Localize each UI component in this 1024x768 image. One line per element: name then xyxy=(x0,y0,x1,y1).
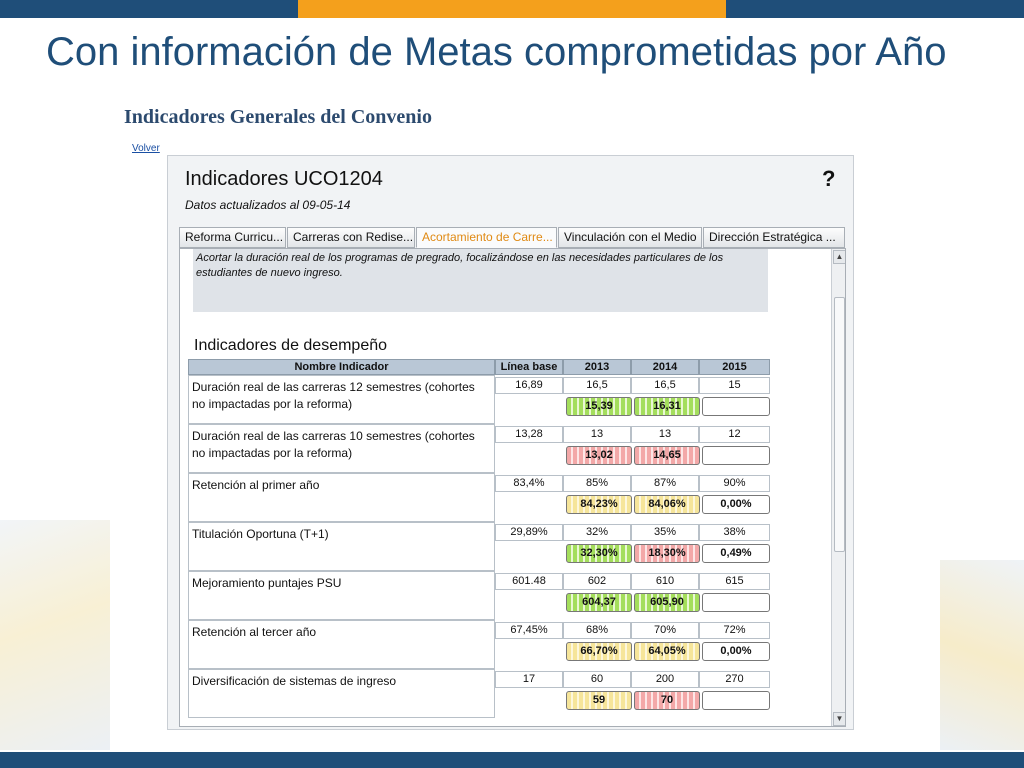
table-row xyxy=(188,571,770,620)
actual-value: 15,39 xyxy=(566,397,632,416)
actual-value: 16,31 xyxy=(634,397,700,416)
baseline-value: 16,89 xyxy=(495,377,563,394)
tab-acortamiento-carreras[interactable]: Acortamiento de Carre... xyxy=(416,227,557,248)
indicator-name: Retención al tercer año xyxy=(188,620,495,669)
goal-value: 68% xyxy=(563,622,631,639)
tab-reforma-curricular[interactable]: Reforma Curricu... xyxy=(179,227,286,248)
indicator-name: Mejoramiento puntajes PSU xyxy=(188,571,495,620)
actual-value: 604,37 xyxy=(566,593,632,612)
baseline-value: 67,45% xyxy=(495,622,563,639)
goal-value: 72% xyxy=(699,622,770,639)
table-row xyxy=(188,473,770,522)
actual-value: 0,49% xyxy=(702,544,770,563)
actual-value: 32,30% xyxy=(566,544,632,563)
goal-value: 602 xyxy=(563,573,631,590)
indicators-panel xyxy=(167,155,854,730)
tab-direccion-estrategica[interactable]: Dirección Estratégica ... xyxy=(703,227,845,248)
actual-value: 0,00% xyxy=(702,495,770,514)
background-flag-left xyxy=(0,520,110,750)
goal-value: 16,5 xyxy=(563,377,631,394)
actual-value: 18,30% xyxy=(634,544,700,563)
actual-value: 84,23% xyxy=(566,495,632,514)
goal-value: 16,5 xyxy=(631,377,699,394)
actual-value: 59 xyxy=(566,691,632,710)
goal-value: 38% xyxy=(699,524,770,541)
goal-value: 610 xyxy=(631,573,699,590)
objective-description: Acortar la duración real de los programas de pregrado, focalizándose en las necesidades particulares de los estudiantes de nuevo ingreso. xyxy=(193,249,768,312)
goal-value: 70% xyxy=(631,622,699,639)
actual-value xyxy=(702,397,770,416)
goal-value: 270 xyxy=(699,671,770,688)
back-link[interactable]: Volver xyxy=(132,143,160,154)
table-row xyxy=(188,375,770,424)
scroll-thumb[interactable] xyxy=(834,297,845,552)
goal-value: 13 xyxy=(563,426,631,443)
tab-carreras-redisenadas[interactable]: Carreras con Redise... xyxy=(287,227,415,248)
goal-value: 13 xyxy=(631,426,699,443)
goal-value: 200 xyxy=(631,671,699,688)
table-row xyxy=(188,669,770,718)
goal-value: 35% xyxy=(631,524,699,541)
header-2014: 2014 xyxy=(631,359,699,375)
help-icon[interactable]: ? xyxy=(822,166,836,191)
actual-value: 66,70% xyxy=(566,642,632,661)
baseline-value: 13,28 xyxy=(495,426,563,443)
baseline-value: 17 xyxy=(495,671,563,688)
actual-value: 0,00% xyxy=(702,642,770,661)
baseline-value: 83,4% xyxy=(495,475,563,492)
goal-value: 15 xyxy=(699,377,770,394)
slide-title: Con información de Metas comprometidas por Año xyxy=(46,30,947,74)
actual-value: 605,90 xyxy=(634,593,700,612)
scroll-up-icon[interactable]: ▲ xyxy=(833,250,846,264)
scroll-down-icon[interactable]: ▼ xyxy=(833,712,846,726)
indicator-name: Retención al primer año xyxy=(188,473,495,522)
table-row xyxy=(188,522,770,571)
updated-label: Datos actualizados al 09-05-14 xyxy=(185,198,351,212)
indicator-name: Diversificación de sistemas de ingreso xyxy=(188,669,495,718)
header-nombre-indicador: Nombre Indicador xyxy=(188,359,495,375)
top-band-accent xyxy=(298,0,726,18)
bottom-band xyxy=(0,752,1024,768)
baseline-value: 29,89% xyxy=(495,524,563,541)
actual-value: 84,06% xyxy=(634,495,700,514)
panel-title: Indicadores UCO1204 xyxy=(185,168,383,190)
actual-value: 14,65 xyxy=(634,446,700,465)
section-title: Indicadores de desempeño xyxy=(194,337,388,354)
baseline-value: 601.48 xyxy=(495,573,563,590)
header-2013: 2013 xyxy=(563,359,631,375)
goal-value: 87% xyxy=(631,475,699,492)
vertical-scrollbar[interactable] xyxy=(831,249,846,727)
background-flag-right xyxy=(940,560,1024,750)
goal-value: 12 xyxy=(699,426,770,443)
actual-value: 64,05% xyxy=(634,642,700,661)
actual-value xyxy=(702,446,770,465)
table-row xyxy=(188,620,770,669)
goal-value: 615 xyxy=(699,573,770,590)
page-heading: Indicadores Generales del Convenio xyxy=(124,106,432,128)
header-2015: 2015 xyxy=(699,359,770,375)
goal-value: 85% xyxy=(563,475,631,492)
tab-content xyxy=(179,248,846,727)
actual-value xyxy=(702,691,770,710)
actual-value: 70 xyxy=(634,691,700,710)
actual-value: 13,02 xyxy=(566,446,632,465)
header-linea-base: Línea base xyxy=(495,359,563,375)
goal-value: 32% xyxy=(563,524,631,541)
indicator-name: Duración real de las carreras 12 semestres (cohortes no impactadas por la reforma) xyxy=(188,375,495,424)
indicator-name: Duración real de las carreras 10 semestres (cohortes no impactadas por la reforma) xyxy=(188,424,495,473)
indicator-name: Titulación Oportuna (T+1) xyxy=(188,522,495,571)
goal-value: 90% xyxy=(699,475,770,492)
tab-vinculacion-medio[interactable]: Vinculación con el Medio xyxy=(558,227,702,248)
goal-value: 60 xyxy=(563,671,631,688)
actual-value xyxy=(702,593,770,612)
table-row xyxy=(188,424,770,473)
